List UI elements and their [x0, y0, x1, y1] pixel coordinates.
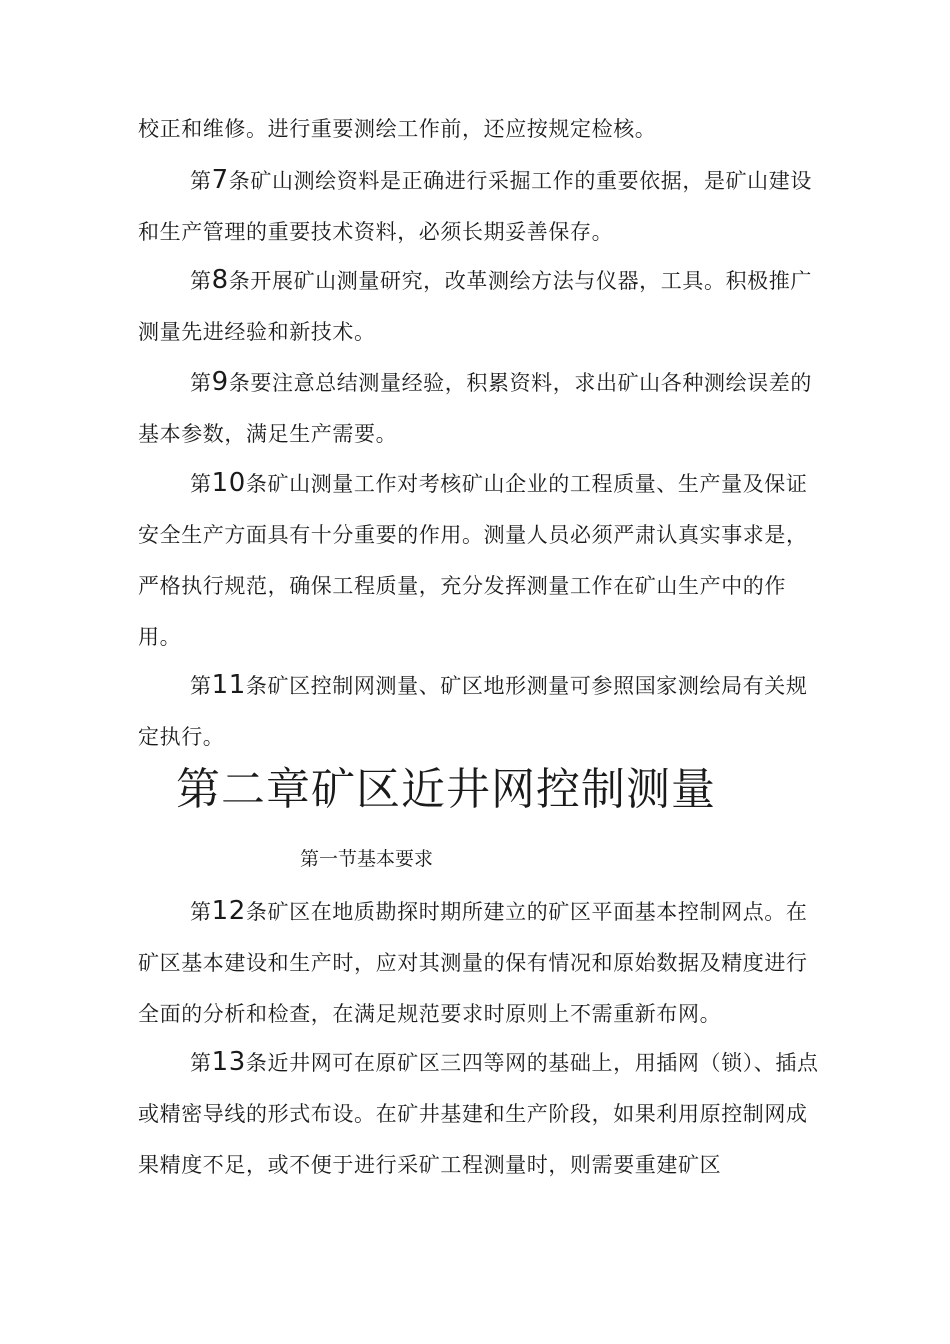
article-7: [138, 155, 828, 258]
article-13: [138, 1037, 828, 1191]
article-10: [138, 458, 828, 663]
article-prefix: 第: [190, 674, 212, 698]
article-12: [138, 886, 828, 1040]
paragraph-continuation: [138, 104, 828, 155]
paragraph-text: 校正和维修。进行重要测绘工作前，还应按规定检核。: [138, 117, 657, 141]
article-text: 条开展矿山测量研究，改革测绘方法与仪器，工具。积极推广测量先进经验和新技术。: [138, 269, 812, 344]
article-text: 条矿区控制网测量、矿区地形测量可参照国家测绘局有关规定执行。: [138, 674, 808, 749]
article-8: [138, 255, 828, 358]
article-number: 13: [211, 1047, 246, 1077]
article-number: 9: [211, 367, 229, 397]
article-prefix: 第: [190, 900, 212, 924]
article-text: 条矿山测量工作对考核矿山企业的工程质量、生产量及保证安全生产方面具有十分重要的作用。测量人员必须严肃认真实事求是，严格执行规范，确保工程质量，充分发挥测量工作在矿山生产中的作用。: [138, 472, 808, 649]
article-11: [138, 660, 828, 763]
article-text: 条要注意总结测量经验，积累资料，求出矿山各种测绘误差的基本参数，满足生产需要。: [138, 371, 812, 446]
article-number: 7: [211, 165, 229, 195]
article-prefix: 第: [190, 169, 212, 193]
article-prefix: 第: [190, 1051, 212, 1075]
article-text: 条矿区在地质勘探时期所建立的矿区平面基本控制网点。在矿区基本建设和生产时，应对其测量的保有情况和原始数据及精度进行全面的分析和检查，在满足规范要求时原则上不需重新布网。: [138, 900, 808, 1026]
article-number: 11: [211, 670, 246, 700]
article-number: 12: [211, 896, 246, 926]
article-prefix: 第: [190, 371, 212, 395]
article-9: [138, 357, 828, 460]
article-prefix: 第: [190, 269, 212, 293]
article-text: 条近井网可在原矿区三四等网的基础上，用插网（锁）、插点或精密导线的形式布设。在矿井基建和生产阶段，如果利用原控制网成果精度不足，或不便于进行采矿工程测量时，则需要重建矿区: [138, 1051, 819, 1177]
article-prefix: 第: [190, 472, 212, 496]
chapter-title: 第二章矿区近井网控制测量: [176, 764, 716, 815]
section-title: 第一节基本要求: [300, 848, 434, 870]
article-number: 10: [211, 468, 246, 498]
article-number: 8: [211, 265, 229, 295]
article-text: 条矿山测绘资料是正确进行采掘工作的重要依据，是矿山建设和生产管理的重要技术资料，必须长期妥善保存。: [138, 169, 812, 244]
